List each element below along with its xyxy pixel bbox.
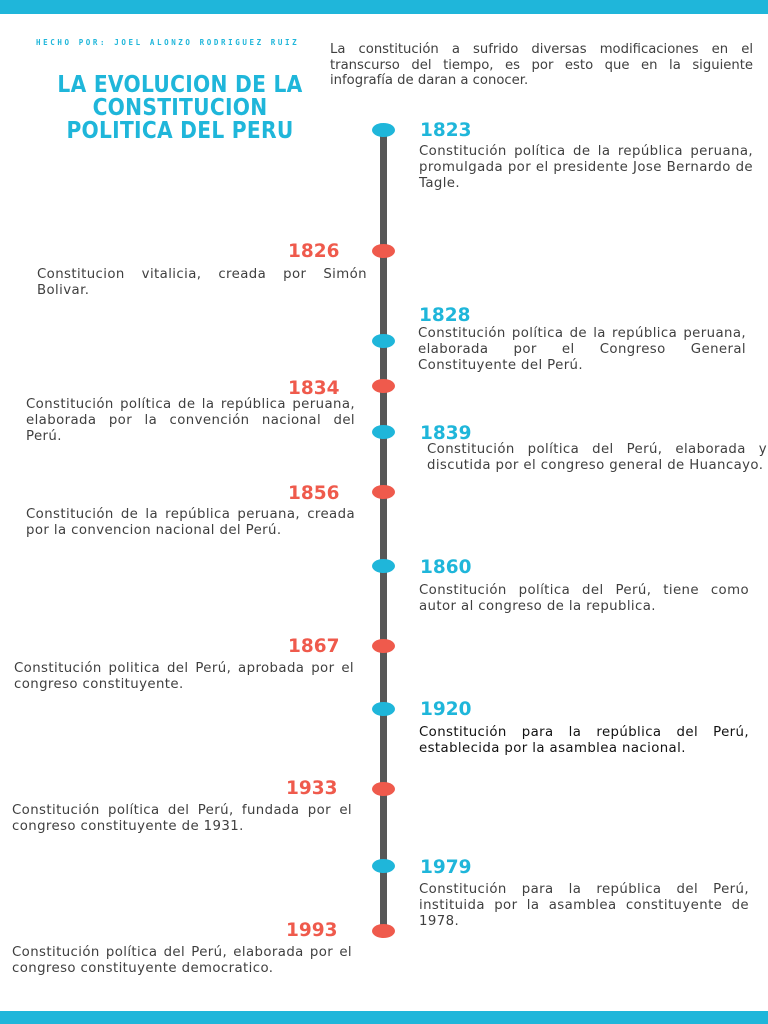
timeline-year-1979: 1979 (420, 857, 472, 878)
timeline-dot-1856 (372, 485, 395, 499)
timeline-dot-1867 (372, 639, 395, 653)
timeline-dot-1834 (372, 379, 395, 393)
timeline-desc-1826: Constitucion vitalicia, creada por Simón Bolivar. (37, 267, 367, 298)
timeline-dot-1979 (372, 859, 395, 873)
timeline-dot-1933 (372, 782, 395, 796)
intro-paragraph: La constitución a sufrido diversas modificaciones en el transcurso del tiempo, es por esto que en la siguiente infografía de daran a conocer. (330, 42, 753, 88)
timeline-dot-1839 (372, 425, 395, 439)
timeline-year-1993: 1993 (286, 920, 338, 941)
timeline-dot-1826 (372, 244, 395, 258)
title-line-1: LA EVOLUCION DE LA (57, 72, 303, 98)
timeline-year-1933: 1933 (286, 778, 338, 799)
timeline-desc-1860: Constitución política del Perú, tiene como autor al congreso de la republica. (419, 583, 749, 614)
timeline-desc-1834: Constitución política de la república peruana, elaborada por la convención nacional del Perú. (26, 397, 355, 444)
timeline-year-1856: 1856 (288, 483, 340, 504)
timeline-desc-1839: Constitución política del Perú, elaborada y discutida por el congreso general de Huancayo. (427, 442, 767, 473)
timeline-desc-1920: Constitución para la república del Perú, establecida por la asamblea nacional. (419, 725, 749, 756)
page-title (48, 74, 312, 143)
timeline-desc-1867: Constitución politica del Perú, aprobada por el congreso constituyente. (14, 661, 354, 692)
timeline-dot-1823 (372, 123, 395, 137)
author-credit: HECHO POR: JOEL ALONZO RODRIGUEZ RUIZ (36, 38, 300, 47)
timeline-desc-1993: Constitución política del Perú, elaborada por el congreso constituyente democratico. (12, 945, 352, 976)
timeline-year-1867: 1867 (288, 636, 340, 657)
timeline-desc-1823: Constitución política de la república peruana, promulgada por el presidente Jose Bernardo de Tagle. (419, 144, 753, 191)
title-line-3: POLITICA DEL PERU (66, 118, 294, 144)
timeline-desc-1979: Constitución para la república del Perú, instituida por la asamblea constituyente de 1978. (419, 882, 749, 929)
timeline-dot-1860 (372, 559, 395, 573)
bottom-accent-bar (0, 1011, 768, 1024)
timeline-year-1839: 1839 (420, 423, 472, 444)
timeline-year-1834: 1834 (288, 378, 340, 399)
timeline-dot-1993 (372, 924, 395, 938)
timeline-year-1860: 1860 (420, 557, 472, 578)
timeline-dot-1828 (372, 334, 395, 348)
timeline-desc-1933: Constitución política del Perú, fundada por el congreso constituyente de 1931. (12, 803, 352, 834)
timeline-desc-1856: Constitución de la república peruana, creada por la convencion nacional del Perú. (26, 507, 355, 538)
timeline-year-1823: 1823 (420, 120, 472, 141)
timeline-desc-1828: Constitución política de la república peruana, elaborada por el Congreso General Constituyente del Perú. (418, 326, 746, 373)
timeline-year-1826: 1826 (288, 241, 340, 262)
timeline-dot-1920 (372, 702, 395, 716)
title-line-2: CONSTITUCION (92, 95, 268, 121)
top-accent-bar (0, 0, 768, 14)
timeline-year-1828: 1828 (419, 305, 471, 326)
timeline-year-1920: 1920 (420, 699, 472, 720)
